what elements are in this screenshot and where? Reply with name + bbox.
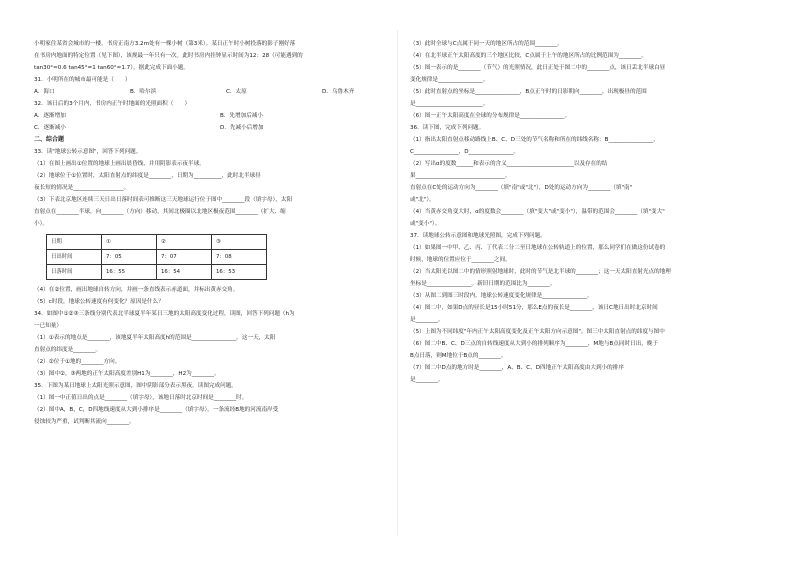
question-31-options (34, 86, 396, 98)
table-cell: 16：54 (157, 265, 212, 280)
question-35-line: （1）图一中正值日出的点是________（填字母），该地日落时北京时间是________时。 (34, 395, 248, 401)
table-header-cell: ② (157, 235, 212, 250)
right-line: 是________________________。 (410, 101, 489, 107)
question-34-line: （1）①表示的地点是________，该地夏半年太阳高度h的范围是________________。这一天，太阳 (34, 335, 276, 341)
option-b: B．先增加后减小 (220, 113, 263, 119)
question-34-line: 34．如图中①②③三条线分别代表北半球夏半年某日三地的太阳高度变化过程，读图，回答下列问题（h为 (34, 311, 295, 317)
sunrise-sunset-table (46, 234, 267, 280)
table-header-cell: ③ (212, 235, 267, 250)
right-line: （1）如果图一中甲、乙、丙、丁代表二分二至日地球在公转轨道上的位置，那么同学们在做这份试卷的 (410, 245, 666, 251)
right-line: 是________。 (410, 377, 444, 383)
right-line: （4）当黄赤交角变大时，α的度数会________（填"变大"或"变小"），温带的范围会________（填"变大" (410, 209, 665, 215)
option-d: D．乌鲁木齐 (322, 89, 355, 95)
right-line: （5）此时直射点的坐标是________________，B点正午时的日影朝向________，出现极昼的范围 (410, 89, 647, 95)
left-column (34, 38, 396, 428)
option-c: C．逐渐减小 (34, 125, 66, 131)
question-34-line: 直射点的纬度是________。 (34, 347, 102, 353)
table-row (47, 265, 267, 280)
question-33-line: （1）在图上画出①位置的地球上画出晨昏线，并用阴影表示夜半球。 (34, 161, 205, 167)
table-cell: 7：05 (102, 250, 157, 265)
right-line: （5）上图为不同纬度"年内正午太阳高度变化及正午太阳方向示意图"。图三中太阳直射点的纬度与图中 (410, 329, 665, 335)
right-line: 36．读下图，完成下列问题。 (410, 125, 485, 131)
question-33-line: 小）。 (34, 221, 48, 227)
table-header-cell: 日期 (47, 235, 102, 250)
question-35-line: （2）图中A，B，C，D四地线速度从大到小排序是________（填字母）。一条流经B地的河流南岸受 (34, 407, 279, 413)
intro-line: 在书房内地面的特定位置（见下图），该规最一年只有一次。此时书房内挂钟显示时间为12：28（可能遇到的 (34, 53, 303, 59)
right-line: （2）写出α的度数______和表示的含义________________________以及存在的结 (410, 161, 608, 167)
option-b: B．哈尔滨 (130, 89, 157, 95)
option-a: A．逐渐增加 (34, 113, 66, 119)
question-33-line: （4）在②位置，画出地球自转方向，并画一条直线表示赤道面，并标出黄赤交角。 (34, 287, 239, 293)
right-line: （5）图一表示的是________（节气）的光照情况，此日正处于图二中的________点，该日丢北半球白昼 (410, 65, 666, 71)
right-line: （1）指出太阳直射点移动路线上B、C、D三处的节气名称和所在的纬线名称：B________________， (410, 137, 659, 143)
table-cell: 7：07 (157, 250, 212, 265)
column-divider (397, 30, 398, 535)
table-header-row (47, 235, 267, 250)
question-32-options (34, 122, 396, 134)
right-line: （3）从图二到图三时段内，地球公转速度变化规律是________________。 (410, 293, 593, 299)
right-line: 时候，地球的位置应位于________之间。 (410, 257, 511, 263)
right-line: 坐标是________________。新旧日期的范围比为________。 (410, 281, 556, 287)
right-line: 或"变小"）。 (410, 221, 441, 227)
question-32: 32．该日后的3个月内，书房内正午时地面的光照面积（ ） (34, 101, 191, 107)
table-cell: 16：53 (212, 265, 267, 280)
right-line: B点日落，则M地位于B点的________。 (410, 353, 507, 359)
question-34-line: 一已知量） (34, 323, 62, 329)
right-line: （4）在北半球正午太阳高度的三个地区比较，C点属于上午的地区所占的比例范围为________。 (410, 53, 647, 59)
right-line: 或"北"）。 (410, 197, 435, 203)
table-header-cell: ① (102, 235, 157, 250)
right-line: 37．读地球公转示意图和地球光照图，完成下列问题。 (410, 233, 546, 239)
right-line: （4）图二中，如果D点的昼长是15小时51分，那么E点的夜长是________，该日C地日出时北京时间 (410, 305, 658, 311)
table-cell: 16：55 (102, 265, 157, 280)
question-33-line: （2）地球位于①位置时，太阳直射点的纬度是________，日期为__________，此时北半球昼 (34, 173, 261, 179)
right-column (410, 38, 772, 386)
right-line: 果________________________________。 (410, 173, 511, 179)
question-33-line: 夜长短的情况是__________________。 (34, 185, 130, 191)
question-33-line: （5）c时段，地球公转速度有何变化？原因是什么？ (34, 299, 164, 305)
table-cell: 日落时间 (47, 265, 102, 280)
question-31: 31．小明所在的城市最可能是（ ） (34, 77, 131, 83)
question-33-line: 直射点在________半球，向________（方向）移动，其间北极圈以北地区极夜范围________（扩大、缩 (34, 209, 286, 215)
table-cell: 日出时间 (47, 250, 102, 265)
right-line: （6）图二中B、C、D三点的自转线速度从大到小的排列顺序为________，M地与B点同时日出，晚于 (410, 341, 659, 347)
right-line: （6）图一正午太阳高度在全球的分布规律是________________。 (410, 113, 571, 119)
intro-line: tan30°≈0.6 tan45°=1 tan60°≈1.7）。据此完成下面小题。 (34, 65, 189, 71)
right-line: （2）当太阳光以图二中的情形照射地球时，此时的节气是北半球的________；这一天太阳直射光点的地理 (410, 269, 671, 275)
table-row (47, 250, 267, 265)
question-35-line: 侵蚀较为严重，试判断其流向________。 (34, 419, 135, 425)
section-heading: 二、综合题 (34, 136, 65, 143)
right-line: （7）图二中D点的地方时是________，A、B、C、D四地正午太阳高度由大到小的排序 (410, 365, 624, 371)
intro-line: 小明家住某省会城市的一楼，书房正南方3.2m处有一棵小树（第3米）。某日正午时小树投落的影子刚好落 (34, 41, 296, 47)
right-line: C________________，D________________。 (410, 149, 519, 155)
question-33-line: （3）下表北京地区连续三天日出日落时间表可推断这三天地球运行位于图中________段（填字母），太阳 (34, 197, 293, 203)
table-cell: 7：08 (212, 250, 267, 265)
question-33-line: 33．读"地球公转示意图"，回答下列问题。 (34, 149, 142, 155)
option-c: C．太原 (226, 89, 247, 95)
right-line: 是________。 (410, 317, 444, 323)
right-line: 直射点在C处的运动方向为________（填"南"或"北"），D处的运动方向为________（填"南" (410, 185, 633, 191)
question-32-options (34, 110, 396, 122)
option-d: D．先减小后增加 (220, 125, 264, 131)
question-34-line: （2）②位于①地的________方向。 (34, 359, 121, 365)
option-a: A．海口 (34, 89, 55, 95)
right-line: 变化规律是________________。 (410, 77, 489, 83)
question-34-line: （3）图中②，③两地的正午太阳高度差别H1为________，H2为________。 (34, 371, 220, 377)
right-line: （3）此时全球与C点属于同一天的地区所占的范围________。 (410, 41, 563, 47)
question-35-line: 35．下图为某日地球上太阳光照示意图，图中阴影部分表示黑夜，读图完成问题。 (34, 383, 237, 389)
